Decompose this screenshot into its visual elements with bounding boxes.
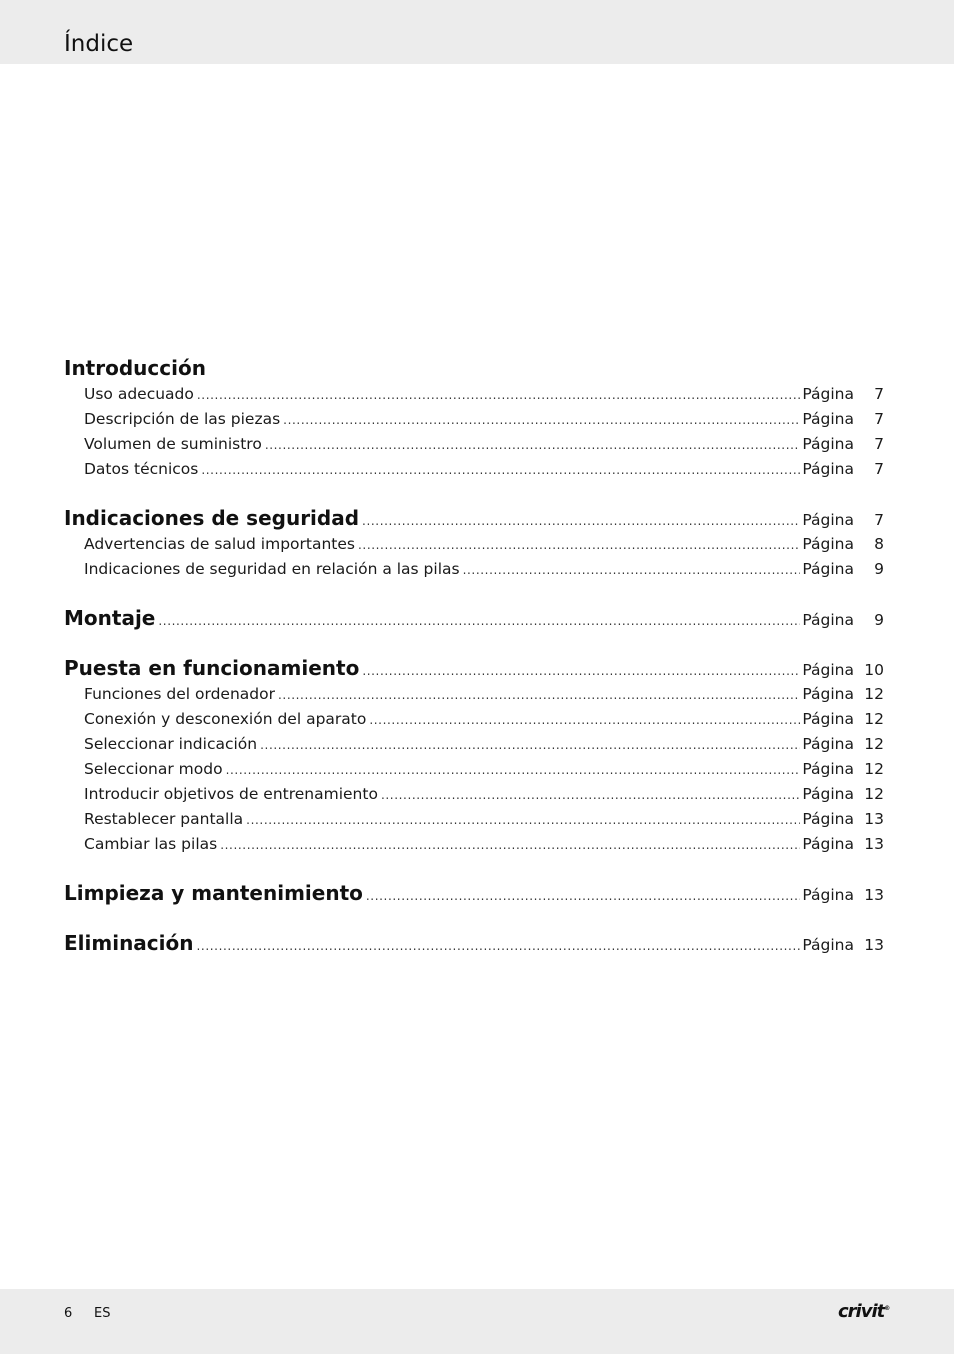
page-title: Índice bbox=[64, 31, 134, 57]
toc-entry[interactable] bbox=[64, 832, 884, 857]
toc-section-heading[interactable] bbox=[64, 654, 884, 682]
table-of-contents bbox=[64, 354, 884, 957]
page-word: Página bbox=[802, 785, 854, 803]
page-word: Página bbox=[802, 535, 854, 553]
page-number: 9 bbox=[874, 560, 884, 578]
toc-section-heading-label: Puesta en funcionamiento bbox=[64, 656, 360, 680]
page-number: 12 bbox=[864, 685, 884, 703]
dot-leader bbox=[366, 882, 801, 910]
toc-entry-label: Introducir objetivos de entrenamiento bbox=[84, 785, 378, 803]
toc-entry-label: Descripción de las piezas bbox=[84, 410, 281, 428]
dot-leader bbox=[278, 683, 800, 708]
dot-leader bbox=[197, 932, 801, 960]
toc-entry[interactable] bbox=[64, 382, 884, 407]
section-spacer bbox=[64, 482, 884, 504]
page-number: 7 bbox=[874, 410, 884, 428]
page-number: 7 bbox=[874, 385, 884, 403]
toc-section bbox=[64, 857, 884, 907]
toc-entry[interactable] bbox=[64, 707, 884, 732]
page-word: Página bbox=[802, 835, 854, 853]
toc-section bbox=[64, 632, 884, 857]
toc-entry[interactable] bbox=[64, 757, 884, 782]
footer-band bbox=[0, 1289, 954, 1354]
page-number: 12 bbox=[864, 760, 884, 778]
brand-logo bbox=[838, 1301, 889, 1322]
toc-section bbox=[64, 582, 884, 632]
section-spacer bbox=[64, 857, 884, 879]
toc-entry[interactable] bbox=[64, 732, 884, 757]
brand-registered-mark: ® bbox=[884, 1305, 890, 1312]
page-number: 13 bbox=[864, 835, 884, 853]
toc-entry-label: Cambiar las pilas bbox=[84, 835, 218, 853]
toc-entry-label: Funciones del ordenador bbox=[84, 685, 275, 703]
page-number: 13 bbox=[864, 810, 884, 828]
dot-leader bbox=[283, 408, 800, 433]
dot-leader bbox=[265, 433, 801, 458]
page-word: Página bbox=[802, 460, 854, 478]
toc-entry-label: Indicaciones de seguridad en relación a las pilas bbox=[84, 560, 460, 578]
toc-entry[interactable] bbox=[64, 532, 884, 557]
page-number: 12 bbox=[864, 785, 884, 803]
page-number: 12 bbox=[864, 735, 884, 753]
toc-section bbox=[64, 482, 884, 582]
toc-section-heading-label: Indicaciones de seguridad bbox=[64, 506, 360, 530]
page-number: 12 bbox=[864, 710, 884, 728]
brand-logo-text: crivit bbox=[838, 1301, 885, 1322]
toc-section-heading-label: Eliminación bbox=[64, 931, 194, 955]
dot-leader bbox=[463, 558, 801, 583]
page-number: 7 bbox=[874, 460, 884, 478]
page-word: Página bbox=[802, 735, 854, 753]
toc-entry[interactable] bbox=[64, 457, 884, 482]
toc-entry-label: Uso adecuado bbox=[84, 385, 194, 403]
page-word: Página bbox=[802, 435, 854, 453]
toc-section bbox=[64, 354, 884, 482]
toc-section-heading-label: Limpieza y mantenimiento bbox=[64, 881, 363, 905]
dot-leader bbox=[369, 708, 800, 733]
page-word: Página bbox=[802, 936, 854, 954]
page-word: Página bbox=[802, 410, 854, 428]
page-word: Página bbox=[802, 511, 854, 529]
dot-leader bbox=[358, 533, 800, 558]
page-number: 8 bbox=[874, 535, 884, 553]
toc-entry[interactable] bbox=[64, 557, 884, 582]
dot-leader bbox=[226, 758, 801, 783]
page-word: Página bbox=[802, 560, 854, 578]
section-spacer bbox=[64, 632, 884, 654]
toc-entry-label: Conexión y desconexión del aparato bbox=[84, 710, 367, 728]
page-number: 9 bbox=[874, 611, 884, 629]
dot-leader bbox=[158, 607, 800, 635]
dot-leader bbox=[260, 733, 800, 758]
page-word: Página bbox=[802, 760, 854, 778]
toc-section-heading-label: Montaje bbox=[64, 606, 156, 630]
footer-language-code: ES bbox=[94, 1306, 111, 1321]
toc-entry[interactable] bbox=[64, 432, 884, 457]
page-number: 13 bbox=[864, 886, 884, 904]
dot-leader bbox=[197, 383, 801, 408]
toc-entry[interactable] bbox=[64, 807, 884, 832]
section-spacer bbox=[64, 907, 884, 929]
toc-entry-label: Datos técnicos bbox=[84, 460, 199, 478]
toc-entry[interactable] bbox=[64, 682, 884, 707]
toc-entry-label: Advertencias de salud importantes bbox=[84, 535, 355, 553]
toc-section-heading[interactable] bbox=[64, 929, 884, 957]
toc-section-heading[interactable]: Introducción bbox=[64, 356, 206, 380]
dot-leader bbox=[362, 657, 800, 685]
toc-section-heading[interactable] bbox=[64, 504, 884, 532]
page-number: 7 bbox=[874, 435, 884, 453]
header-band bbox=[0, 0, 954, 64]
toc-entry-label: Volumen de suministro bbox=[84, 435, 262, 453]
toc-section-heading[interactable] bbox=[64, 604, 884, 632]
page-word: Página bbox=[802, 661, 854, 679]
toc-section-heading[interactable] bbox=[64, 879, 884, 907]
footer-page-number: 6 bbox=[64, 1306, 73, 1321]
page-number: 10 bbox=[864, 661, 884, 679]
page-word: Página bbox=[802, 710, 854, 728]
page-number: 13 bbox=[864, 936, 884, 954]
toc-entry[interactable] bbox=[64, 782, 884, 807]
dot-leader bbox=[246, 808, 800, 833]
section-spacer bbox=[64, 582, 884, 604]
toc-entry-label: Seleccionar indicación bbox=[84, 735, 258, 753]
page-word: Página bbox=[802, 611, 854, 629]
page-number: 7 bbox=[874, 511, 884, 529]
page-word: Página bbox=[802, 886, 854, 904]
page-word: Página bbox=[802, 810, 854, 828]
dot-leader bbox=[220, 833, 800, 858]
toc-section bbox=[64, 907, 884, 957]
page-word: Página bbox=[802, 685, 854, 703]
dot-leader bbox=[381, 783, 800, 808]
dot-leader bbox=[201, 458, 800, 483]
toc-entry-label: Restablecer pantalla bbox=[84, 810, 244, 828]
page-word: Página bbox=[802, 385, 854, 403]
toc-entry[interactable] bbox=[64, 407, 884, 432]
toc-entry-label: Seleccionar modo bbox=[84, 760, 223, 778]
dot-leader bbox=[362, 507, 800, 535]
